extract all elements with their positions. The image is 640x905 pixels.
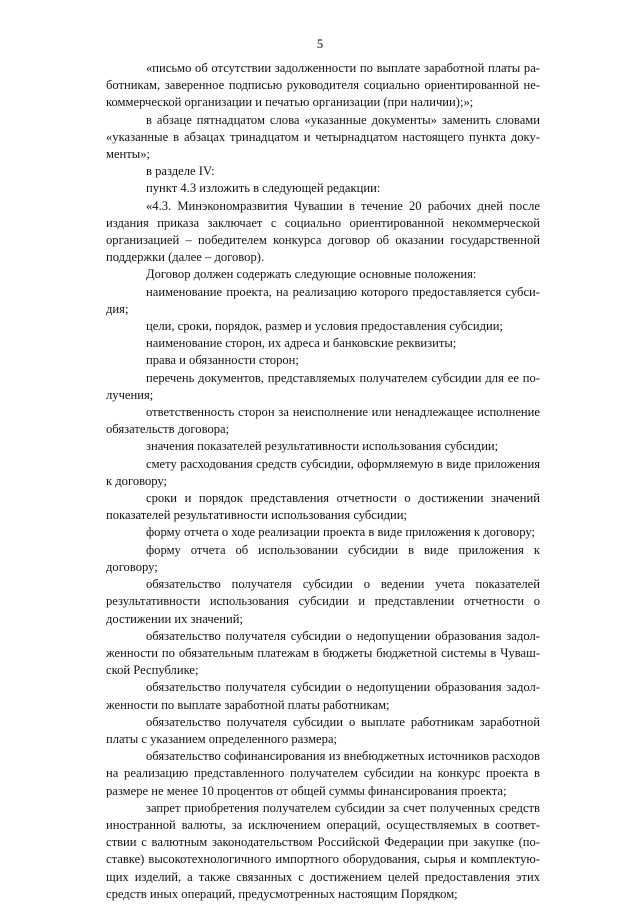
paragraph: обязательство софинансирования из внебюджетных источников расходов на реализацию представленного получателем субсидии на конкурс проекта в размере не менее 10 процентов от общей суммы финансирования проекта; xyxy=(106,749,540,798)
paragraph: обязательство получателя субсидии о недопущении образования задолженности по обязательным платежам в бюджеты бюджетной системы в Чувашской Республике; xyxy=(106,628,540,678)
paragraph: перечень документов, представляемых получателем субсидии для ее получения; xyxy=(106,370,540,402)
paragraph: сроки и порядок представления отчетности о достижении значений показателей результативности использования субсидии; xyxy=(106,491,540,523)
paragraph: форму отчета об использовании субсидии в виде приложения к договору; xyxy=(106,542,540,574)
paragraph: в разделе IV: xyxy=(146,164,215,179)
paragraph: наименование проекта, на реализацию которого предоставляется субсидия; xyxy=(106,284,540,316)
paragraph: обязательство получателя субсидии о ведении учета показателей результативности использования субсидии и представлении отчетности о достижении их значений; xyxy=(106,577,540,626)
paragraph: запрет приобретения получателем субсидии за счет полученных средств иностранной валюты, за исключением операций, осуществляемых в соответствии с валютным законодательством Российской Федерации при закупке (поставке) высокотехнологичного импортного оборудования, сырья и комплектующих изделий, а также связанных с достижением целей предоставления этих средств иных операций, предусмотренных настоящим Порядком; xyxy=(106,800,540,901)
paragraph: смету расходования средств субсидии, оформляемую в виде приложения к договору; xyxy=(106,456,540,488)
paragraph: пункт 4.3 изложить в следующей редакции: xyxy=(146,181,381,196)
paragraph: обязательство получателя субсидии о недопущении образования задолженности по выплате заработной платы работникам; xyxy=(106,680,540,712)
paragraph: «4.3. Минэкономразвития Чувашии в течение 20 рабочих дней после издания приказа заключает с социально ориентированной некоммерческой организацией – победителем конкурса договор об оказании государственной поддержки (далее – договор). xyxy=(106,198,540,265)
paragraph: значения показателей результативности использования субсидии; xyxy=(146,439,499,454)
paragraph: обязательство получателя субсидии о выплате работникам заработной платы с указанием определенного размера; xyxy=(106,714,540,746)
page-number: 5 xyxy=(316,37,324,51)
paragraph: права и обязанности сторон; xyxy=(146,353,299,368)
paragraph: наименование сторон, их адреса и банковские реквизиты; xyxy=(146,336,457,351)
paragraph: «письмо об отсутствии задолженности по выплате заработной платы работникам, заверенное подписью руководителя социально ориентированной некоммерческой организации и печатью организации (при наличии);»; xyxy=(106,61,540,110)
paragraph: форму отчета о ходе реализации проекта в виде приложения к договору; xyxy=(146,525,535,540)
paragraph: Договор должен содержать следующие основные положения: xyxy=(146,267,477,282)
paragraph: цели, сроки, порядок, размер и условия предоставления субсидии; xyxy=(146,319,503,334)
paragraph: в абзаце пятнадцатом слова «указанные документы» заменить словами «указанные в абзацах тринадцатом и четырнадцатом настоящего пункта документы»; xyxy=(106,112,540,162)
document-body xyxy=(106,60,540,903)
paragraph: ответственность сторон за неисполнение или ненадлежащее исполнение обязательств договора; xyxy=(106,405,540,437)
